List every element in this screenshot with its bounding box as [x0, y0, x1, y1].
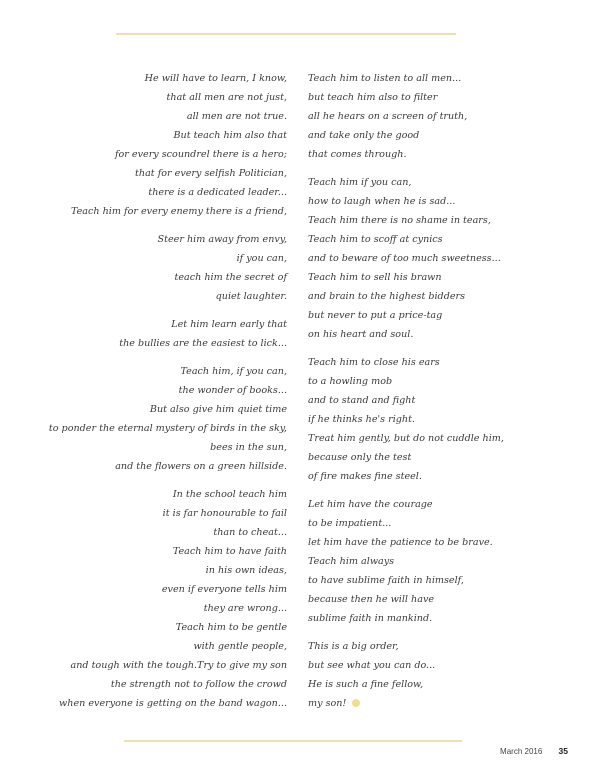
- poem-line: [49, 183, 287, 202]
- poem-line-text: and take only the good: [308, 130, 420, 141]
- poem-line-text: Steer him away from envy,: [157, 234, 287, 245]
- poem-line: [49, 268, 287, 287]
- poem-line: [308, 372, 504, 391]
- poem-line: [308, 637, 504, 656]
- poem-line-text: there is a dedicated leader...: [148, 187, 287, 198]
- poem-line: [49, 419, 287, 438]
- poem-line-text: but teach him also to filter: [308, 92, 438, 103]
- poem-line: [49, 315, 287, 334]
- poem-line-text: let him have the patience to be brave.: [308, 537, 493, 548]
- poem-line-text: But teach him also that: [173, 130, 287, 141]
- poem-line: [49, 457, 287, 476]
- poem-line-text: the strength not to follow the crowd: [110, 679, 287, 690]
- poem-line: [308, 410, 504, 429]
- poem-line-text: they are wrong...: [203, 603, 287, 614]
- poem-line: [308, 656, 504, 675]
- poem-line-text: He is such a fine fellow,: [308, 679, 424, 690]
- poem-line-text: quiet laughter.: [215, 291, 287, 302]
- poem-line-text: but see what you can do...: [308, 660, 436, 671]
- issue-date: March 2016: [500, 747, 543, 756]
- poem-line: [308, 514, 504, 533]
- stanza: [49, 230, 287, 306]
- poem-line-text: Let him have the courage: [308, 499, 433, 510]
- poem-line: [49, 107, 287, 126]
- poem-line: [49, 504, 287, 523]
- poem-line-text: that for every selfish Politician,: [135, 168, 287, 179]
- stanza: [49, 69, 287, 221]
- poem-line-text: my son!: [308, 698, 347, 709]
- stanza: [49, 362, 287, 476]
- poem-line-text: teach him the secret of: [174, 272, 287, 283]
- poem-line-text: when everyone is getting on the band wagon...: [59, 698, 287, 709]
- poem-line-text: that all men are not just,: [166, 92, 287, 103]
- poem-line: [308, 69, 504, 88]
- poem-line-text: Treat him gently, but do not cuddle him,: [308, 433, 504, 444]
- poem-line: [308, 145, 504, 164]
- poem-line: [49, 580, 287, 599]
- poem-line: [49, 381, 287, 400]
- poem-line-text: Teach him to listen to all men...: [308, 73, 462, 84]
- poem-line: [308, 306, 504, 325]
- poem-left-column: [49, 69, 287, 722]
- poem-line: [308, 230, 504, 249]
- poem-line-text: how to laugh when he is sad...: [308, 196, 456, 207]
- poem-line: [49, 542, 287, 561]
- poem-line-text: on his heart and soul.: [308, 329, 414, 340]
- poem-line-text: and to stand and fight: [308, 395, 416, 406]
- poem-line: [308, 192, 504, 211]
- poem-line-text: Teach him to scoff at cynics: [308, 234, 443, 245]
- bottom-divider: [124, 740, 462, 742]
- poem-line-text: Teach him to have faith: [172, 546, 287, 557]
- poem-line: [49, 202, 287, 221]
- poem-line: [308, 173, 504, 192]
- poem-line: [308, 268, 504, 287]
- poem-line-text: of fire makes fine steel.: [308, 471, 422, 482]
- poem-line: [49, 675, 287, 694]
- poem-line: [49, 88, 287, 107]
- poem-line: [308, 88, 504, 107]
- poem-line: [308, 609, 504, 628]
- poem-line: [49, 618, 287, 637]
- poem-line: [308, 126, 504, 145]
- poem-line: [49, 656, 287, 675]
- poem-line: [308, 249, 504, 268]
- top-divider: [116, 33, 456, 35]
- poem-line: [308, 675, 504, 694]
- poem-line: [308, 391, 504, 410]
- poem-line-text: to have sublime faith in himself,: [308, 575, 464, 586]
- poem-line-text: to ponder the eternal mystery of birds in the sky,: [48, 423, 287, 434]
- poem-line: [49, 69, 287, 88]
- poem-line-text: Let him learn early that: [171, 319, 287, 330]
- poem-line-text: This is a big order,: [308, 641, 399, 652]
- poem-line-text: all he hears on a screen of truth,: [308, 111, 468, 122]
- poem-line: [49, 362, 287, 381]
- poem-line: [49, 523, 287, 542]
- poem-line-text: even if everyone tells him: [161, 584, 287, 595]
- poem-right-column: [308, 69, 504, 722]
- poem-line-text: and tough with the tough.Try to give my son: [70, 660, 287, 671]
- poem-line-text: but never to put a price-tag: [308, 310, 443, 321]
- poem-line-text: Teach him there is no shame in tears,: [308, 215, 491, 226]
- poem-line: [49, 230, 287, 249]
- poem-line: [308, 353, 504, 372]
- poem-line: [308, 552, 504, 571]
- poem-line: [49, 287, 287, 306]
- poem-line: [308, 571, 504, 590]
- poem-line-text: to a howling mob: [308, 376, 393, 387]
- poem-line-text: if he thinks he's right.: [308, 414, 415, 425]
- stanza: [308, 69, 504, 164]
- poem-line: [308, 495, 504, 514]
- poem-line-text: bees in the sun,: [210, 442, 287, 453]
- stanza: [308, 495, 504, 628]
- poem-line-text: Teach him to close his ears: [308, 357, 440, 368]
- stanza: [308, 637, 504, 713]
- poem-line-text: and brain to the highest bidders: [308, 291, 466, 302]
- poem-line-text: sublime faith in mankind.: [308, 613, 433, 624]
- end-dot-icon: [352, 699, 360, 707]
- poem-line: [308, 211, 504, 230]
- stanza: [308, 353, 504, 486]
- poem-line: [49, 145, 287, 164]
- poem-line: [49, 126, 287, 145]
- poem-line: [49, 249, 287, 268]
- poem-line: [49, 334, 287, 353]
- poem-line-text: that comes through.: [308, 149, 407, 160]
- poem-line-text: because only the test: [308, 452, 412, 463]
- poem-line: [49, 164, 287, 183]
- stanza: [308, 173, 504, 344]
- poem-line-text: for every scoundrel there is a hero;: [114, 149, 287, 160]
- poem-line: [308, 467, 504, 486]
- poem-line: [49, 637, 287, 656]
- poem-line-text: Teach him to sell his brawn: [308, 272, 442, 283]
- poem-line: [308, 107, 504, 126]
- poem-line-text: and to beware of too much sweetness...: [308, 253, 501, 264]
- poem-line: [49, 561, 287, 580]
- poem-line-text: Teach him for every enemy there is a friend,: [70, 206, 287, 217]
- poem-line: [49, 485, 287, 504]
- poem-line: [49, 400, 287, 419]
- poem-line: [308, 429, 504, 448]
- poem-line: [49, 694, 287, 713]
- poem-line-text: Teach him to be gentle: [175, 622, 287, 633]
- poem-line: [308, 590, 504, 609]
- poem-line-text: if you can,: [236, 253, 287, 264]
- poem-line: [308, 694, 504, 713]
- poem-line-text: and the flowers on a green hillside.: [115, 461, 287, 472]
- poem-line-text: He will have to learn, I know,: [144, 73, 287, 84]
- poem-line: [49, 599, 287, 618]
- poem-line-text: Teach him always: [308, 556, 395, 567]
- poem-line-text: to be impatient...: [308, 518, 392, 529]
- poem-line-text: But also give him quiet time: [149, 404, 287, 415]
- poem-line-text: Teach him, if you can,: [180, 366, 287, 377]
- poem-line-text: with gentle people,: [193, 641, 287, 652]
- poem-line: [308, 287, 504, 306]
- page-number: 35: [558, 746, 568, 756]
- poem-line-text: in his own ideas,: [205, 565, 287, 576]
- poem-line-text: because then he will have: [308, 594, 435, 605]
- poem-line: [308, 448, 504, 467]
- poem-line-text: than to cheat...: [213, 527, 287, 538]
- page-footer: [500, 746, 568, 756]
- poem-line-text: the wonder of books...: [178, 385, 287, 396]
- poem-line-text: Teach him if you can,: [308, 177, 412, 188]
- stanza: [49, 485, 287, 713]
- poem-line: [49, 438, 287, 457]
- poem-line-text: all men are not true.: [186, 111, 287, 122]
- poem-line-text: the bullies are the easiest to lick...: [119, 338, 287, 349]
- poem-line: [308, 533, 504, 552]
- poem-line-text: it is far honourable to fail: [162, 508, 287, 519]
- poem-line: [308, 325, 504, 344]
- poem-line-text: In the school teach him: [172, 489, 287, 500]
- stanza: [49, 315, 287, 353]
